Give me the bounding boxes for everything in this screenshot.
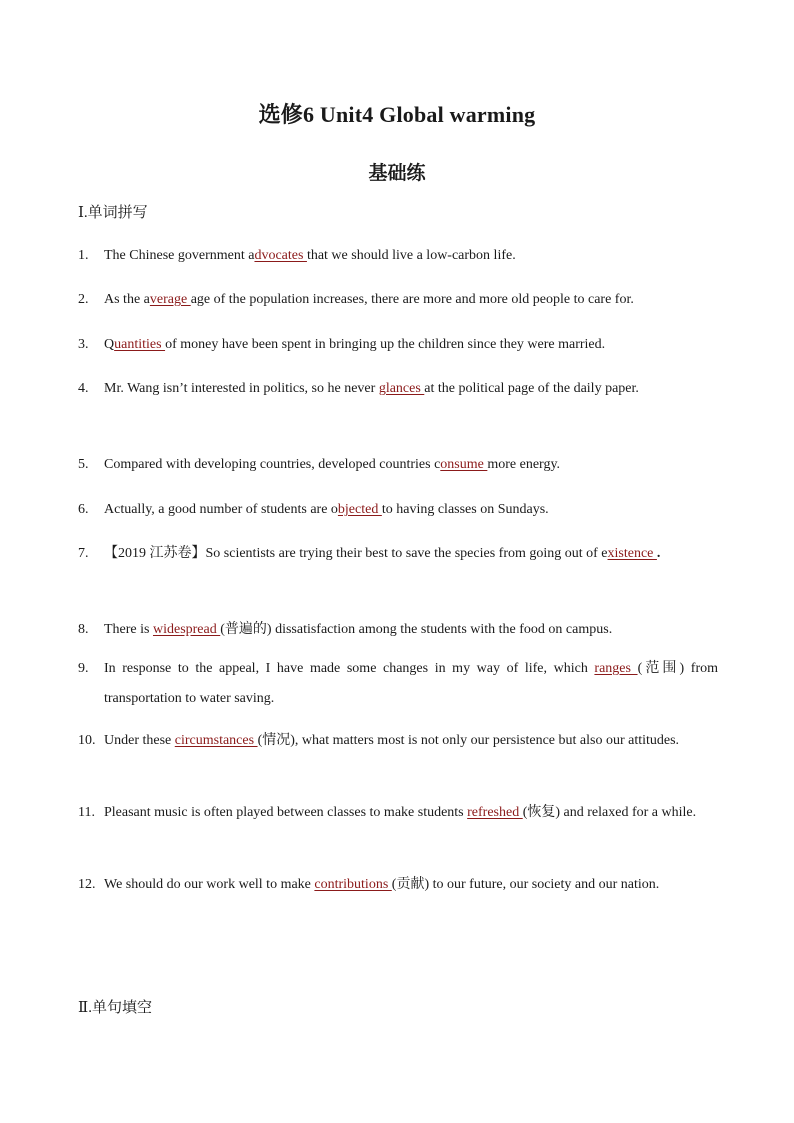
item-number: 5. bbox=[78, 457, 89, 472]
answer-text: uantities bbox=[114, 337, 166, 352]
exercise-item bbox=[78, 495, 718, 525]
section-heading-spelling: Ⅰ.单词拼写 bbox=[78, 205, 148, 221]
item-text: Compared with developing countries, developed countries consume more energy. bbox=[104, 457, 561, 472]
answer-text: dvocates bbox=[254, 248, 307, 263]
page-title: 选修6 Unit4 Global warming bbox=[258, 102, 536, 127]
exercise-item bbox=[78, 798, 718, 828]
item-text: There is widespread (普遍的) dissatisfaction among the students with the food on campus. bbox=[104, 622, 613, 637]
exercise-item bbox=[78, 450, 718, 480]
item-text: As the average age of the population increases, there are more and more old people to care for. bbox=[104, 292, 634, 307]
item-number: 7. bbox=[78, 546, 89, 561]
item-number: 6. bbox=[78, 502, 89, 517]
answer-text: verage bbox=[149, 292, 191, 307]
exercise-item bbox=[78, 615, 718, 645]
exercise-item bbox=[78, 330, 718, 360]
page-subtitle: 基础练 bbox=[368, 163, 426, 184]
exercise-item bbox=[78, 870, 718, 900]
item-number: 4. bbox=[78, 381, 89, 396]
answer-text: widespread bbox=[152, 622, 221, 637]
answer-text: bjected bbox=[337, 502, 382, 517]
answer-text: contributions bbox=[314, 877, 392, 892]
answer-text: onsume bbox=[440, 457, 488, 472]
item-number: 12. bbox=[78, 877, 96, 892]
item-number: 3. bbox=[78, 337, 89, 352]
answer-text: glances bbox=[378, 381, 425, 396]
exercise-item bbox=[78, 374, 718, 404]
item-number: 9. bbox=[78, 661, 89, 676]
answer-text: circumstances bbox=[174, 733, 258, 748]
item-text: We should do our work well to make contributions (贡献) to our future, our society and our nation. bbox=[104, 877, 660, 892]
exercise-item bbox=[78, 726, 718, 756]
answer-text: ranges bbox=[594, 661, 638, 676]
item-number: 1. bbox=[78, 248, 89, 263]
item-text: Pleasant music is often played between classes to make students refreshed (恢复) and relaxed for a while. bbox=[104, 805, 697, 820]
item-text: 【2019 江苏卷】So scientists are trying their best to save the species from going out of existence . bbox=[104, 546, 661, 561]
item-number: 10. bbox=[78, 733, 96, 748]
item-text: In response to the appeal, I have made some changes in my way of life, which ranges (范围) from transportation to water saving. bbox=[104, 661, 718, 706]
answer-text: refreshed bbox=[467, 805, 523, 820]
item-text: Actually, a good number of students are objected to having classes on Sundays. bbox=[104, 502, 549, 517]
item-number: 11. bbox=[78, 805, 95, 820]
item-text: The Chinese government advocates that we should live a low-carbon life. bbox=[104, 248, 516, 263]
exercise-item bbox=[78, 654, 718, 714]
item-text: Mr. Wang isn’t interested in politics, so he never glances at the political page of the daily paper. bbox=[104, 381, 639, 396]
item-text: Under these circumstances (情况), what matters most is not only our persistence but also our attitudes. bbox=[104, 733, 680, 748]
item-number: 8. bbox=[78, 622, 89, 637]
exercise-item bbox=[78, 539, 718, 569]
answer-text: xistence bbox=[607, 546, 657, 561]
exercise-item bbox=[78, 285, 718, 315]
section-heading-fill-in: Ⅱ.单句填空 bbox=[78, 1000, 152, 1016]
item-text: Quantities of money have been spent in bringing up the children since they were married. bbox=[104, 337, 606, 352]
item-number: 2. bbox=[78, 292, 89, 307]
exercise-item bbox=[78, 241, 718, 271]
